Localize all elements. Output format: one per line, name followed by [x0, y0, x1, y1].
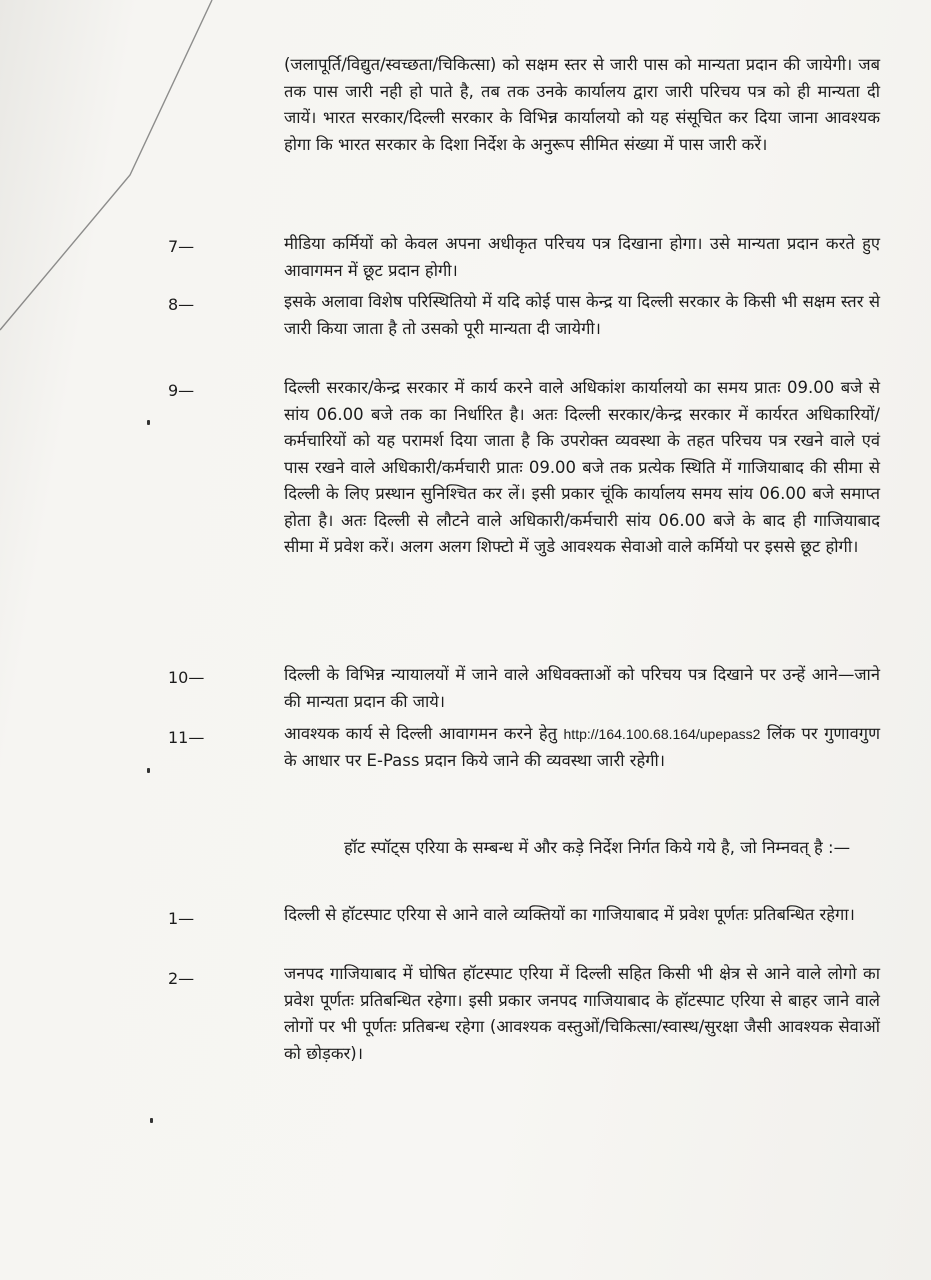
continuation-paragraph: (जलापूर्ति/विद्युत/स्वच्छता/चिकित्सा) को सक्षम स्तर से जारी पास को मान्यता प्रदान की जायेगी। जब तक पास जारी नही हो पाते है, तब तक उनके कार्यालय द्वारा जारी परिचय पत्र को ही मान्यता दी जायें। भारत सरकार/दिल्ली सरकार के विभिन्न कार्यालयो को यह संसूचित कर दिया जाना आवश्यक होगा कि भारत सरकार के दिशा निर्देश के अनुरूप सीमित संख्या में पास जारी करें। — [284, 55, 880, 154]
item-text: इसके अलावा विशेष परिस्थितियो में यदि कोई पास केन्द्र या दिल्ली सरकार के किसी भी सक्षम स्तर से जारी किया जाता है तो उसको पूरी मान्यता दी जायेगी। — [284, 292, 880, 338]
epass-link[interactable]: http://164.100.68.164/upepass2 — [563, 726, 761, 742]
hotspot-item-number: 2— — [168, 969, 195, 988]
item-text-before: आवश्यक कार्य से दिल्ली आवागमन करने हेतु — [284, 724, 564, 743]
item-number: 10— — [168, 668, 205, 687]
hotspot-item-text: जनपद गाजियाबाद में घोषित हॉटस्पाट एरिया में दिल्ली सहित किसी भी क्षेत्र से आने वाले लोगो का प्रवेश पूर्णतः प्रतिबन्धित रहेगा। इसी प्रकार जनपद गाजियाबाद के हॉटस्पाट एरिया से बाहर जाने वाले लोगों पर भी पूर्णतः प्रतिबन्ध रहेगा (आवश्यक वस्तुओं/चिकित्सा/स्वास्थ/सुरक्षा जैसी आवश्यक सेवाओं को छोड़कर)। — [284, 964, 880, 1063]
item-text: दिल्ली के विभिन्न न्यायालयों में जाने वाले अधिवक्ताओं को परिचय पत्र दिखाने पर उन्हें आने—जाने की मान्यता प्रदान की जाये। — [284, 665, 880, 711]
item-text: मीडिया कर्मियों को केवल अपना अधीकृत परिचय पत्र दिखाना होगा। उसे मान्यता प्रदान करते हुए आवागमन में छूट प्रदान होगी। — [284, 234, 880, 280]
item-number: 8— — [168, 295, 195, 314]
item-number: 7— — [168, 237, 195, 256]
item-number: 9— — [168, 381, 195, 400]
item-text-after: लिंक पर गुणावगुण के आधार पर E-Pass प्रदान किये जाने की व्यवस्था जारी रहेगी। — [284, 724, 880, 770]
hotspot-intro: हॉट स्पॉट्स एरिया के सम्बन्ध में और कड़े निर्देश निर्गत किये गये है, जो निम्नवत् है :— — [344, 838, 851, 857]
item-number: 11— — [168, 728, 205, 747]
item-text: दिल्ली सरकार/केन्द्र सरकार में कार्य करने वाले अधिकांश कार्यालयो का समय प्रातः 09.00 बजे से सांय 06.00 बजे तक का निर्धारित है। अतः दिल्ली सरकार/केन्द्र सरकार में कार्यरत अधिकारियों/कर्मचारियों को यह परामर्श दिया जाता है कि उपरोक्त व्यवस्था के तहत परिचय पत्र रखने वाले एवं पास रखने वाले अधिकारी/कर्मचारी प्रातः 09.00 बजे तक प्रत्येक स्थिति में गाजियाबाद की सीमा से दिल्ली के लिए प्रस्थान सुनिश्चित कर लें। इसी प्रकार चूंकि कार्यालय समय सांय 06.00 बजे समाप्त होता है। अतः दिल्ली से लौटने वाले अधिकारी/कर्मचारी सांय 06.00 बजे के बाद ही गाजियाबाद सीमा में प्रवेश करें। अलग अलग शिफ्टो में जुडे आवश्यक सेवाओ वाले कर्मियो पर इससे छूट होगी। — [284, 378, 880, 556]
hotspot-item-text: दिल्ली से हॉटस्पाट एरिया से आने वाले व्यक्तियों का गाजियाबाद में प्रवेश पूर्णतः प्रतिबन्धित रहेगा। — [284, 905, 855, 924]
scan-speck — [147, 420, 150, 425]
item-text — [284, 721, 880, 774]
scan-speck — [147, 768, 150, 773]
scan-speck — [150, 1118, 153, 1123]
hotspot-item-number: 1— — [168, 909, 195, 928]
